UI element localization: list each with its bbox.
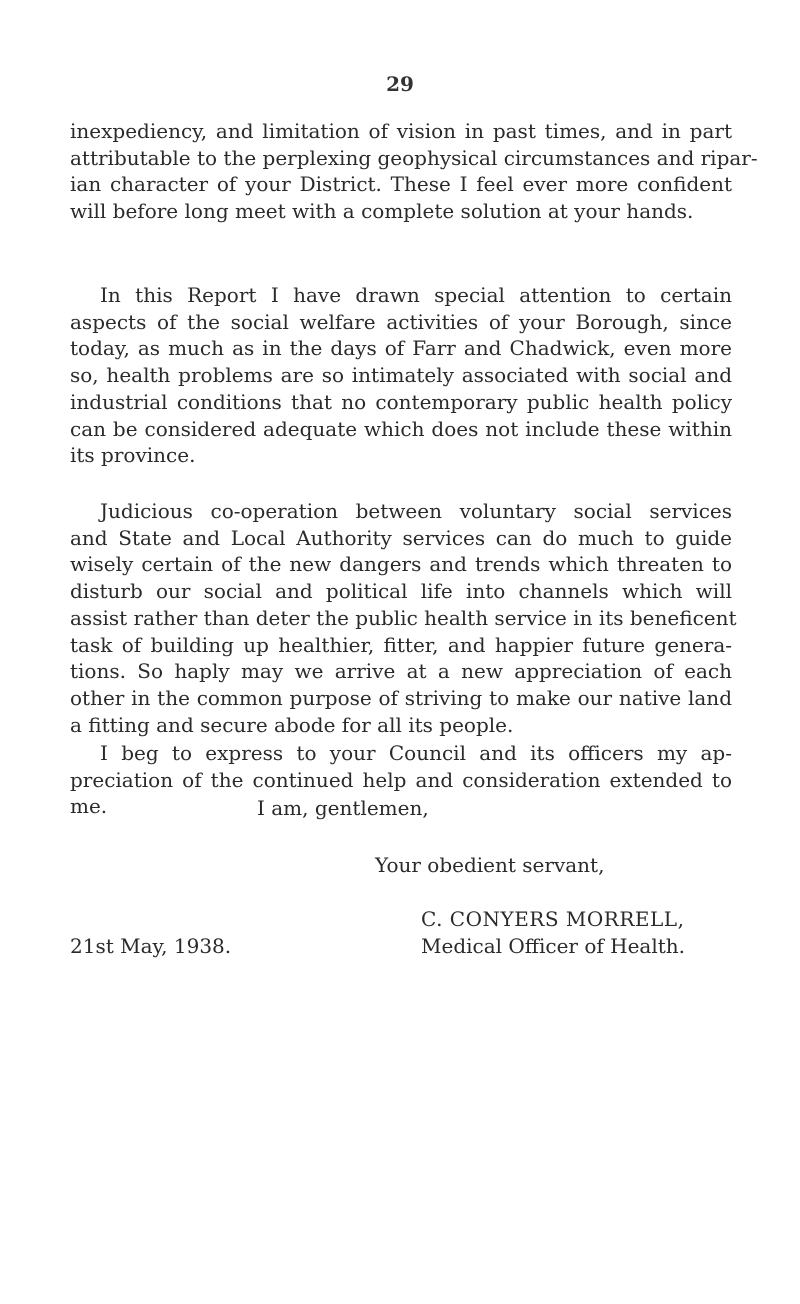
signatory-name: C. CONYERS MORRELL, xyxy=(421,907,685,931)
text-line: industrial conditions that no contemporary public health policy xyxy=(70,389,732,414)
letter-date: 21st May, 1938. xyxy=(70,934,232,958)
paragraph-1 xyxy=(70,118,758,225)
text-line: aspects of the social welfare activities of your Borough, since xyxy=(70,309,732,334)
text-line: so, health problems are so intimately associated with social and xyxy=(70,363,732,388)
paragraph-2 xyxy=(70,282,732,469)
text-line: me. xyxy=(70,794,108,819)
text-line: disturb our social and political life into channels which will xyxy=(70,579,732,604)
text-line: today, as much as in the days of Farr and Chadwick, even more xyxy=(70,336,732,361)
text-line: other in the common purpose of striving to make our native land xyxy=(70,685,732,710)
text-line: wisely certain of the new dangers and trends which threaten to xyxy=(70,552,732,577)
page-number: 29 xyxy=(386,72,414,96)
text-line: In this Report I have drawn special attention to certain xyxy=(100,283,732,307)
text-line: attributable to the perplexing geophysical circumstances and ripar- xyxy=(70,145,758,170)
text-line: I beg to express to your Council and its officers my ap- xyxy=(100,741,732,765)
text-line: task of building up healthier, fitter, and happier future genera- xyxy=(70,632,732,657)
paragraph-3 xyxy=(70,498,737,738)
text-line: its province. xyxy=(70,443,196,468)
text-line: ian character of your District. These I feel ever more confident xyxy=(70,172,732,197)
text-line: assist rather than deter the public health service in its beneficent xyxy=(70,605,737,630)
text-line: a fitting and secure abode for all its people. xyxy=(70,712,514,737)
text-line: will before long meet with a complete solution at your hands. xyxy=(70,199,694,224)
text-line: preciation of the continued help and consideration extended to xyxy=(70,767,732,792)
text-line: tions. So haply may we arrive at a new appreciation of each xyxy=(70,659,732,684)
closing-salutation: I am, gentlemen, xyxy=(257,796,429,820)
text-line: can be considered adequate which does not include these within xyxy=(70,416,732,441)
closing-servant: Your obedient servant, xyxy=(375,853,605,877)
text-line: and State and Local Authority services can do much to guide xyxy=(70,525,732,550)
text-line: Judicious co-operation between voluntary social services xyxy=(100,499,732,523)
signatory-title: Medical Officer of Health. xyxy=(421,934,686,958)
text-line: inexpediency, and limitation of vision in past times, and in part xyxy=(70,119,732,143)
